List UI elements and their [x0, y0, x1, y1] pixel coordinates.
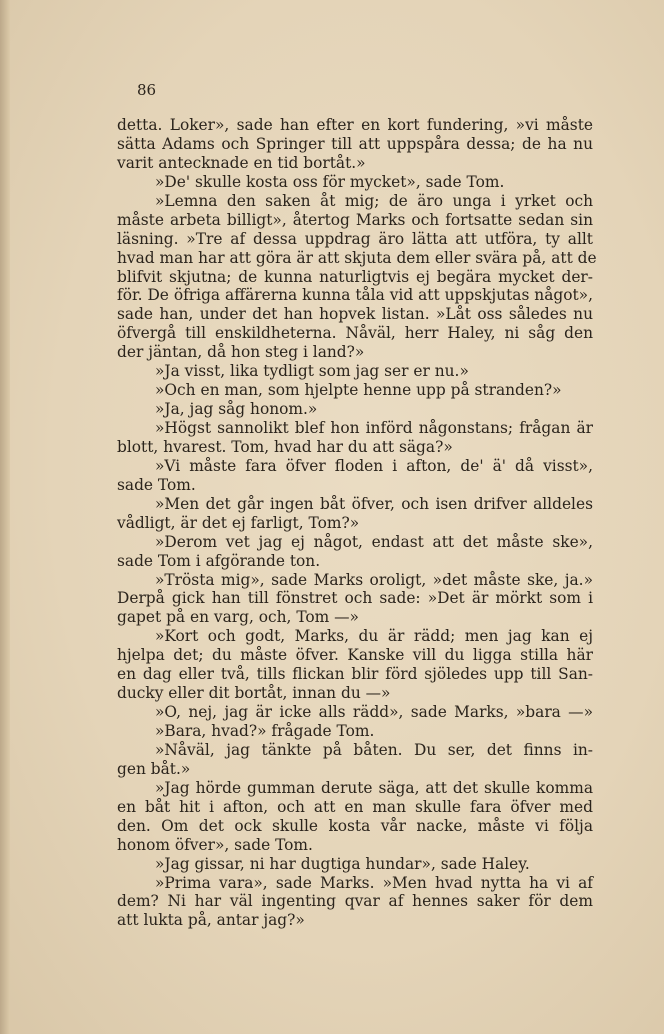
text-line: »Jag gissar, ni har dugtiga hundar», sade Haley.: [155, 854, 530, 873]
text-line: måste arbeta billigt», återtog Marks och fortsatte sedan sin: [117, 210, 593, 229]
text-line: blifvit skjutna; de kunna naturligtvis ej begära mycket der-: [117, 267, 593, 286]
text-line: »Ja visst, lika tydligt som jag ser er nu.»: [155, 362, 469, 381]
text-line: »Kort och godt, Marks, du är rädd; men jag kan ej: [155, 627, 593, 646]
text-line: »Högst sannolikt blef hon införd någonstans; frågan är: [155, 419, 593, 437]
text-line: detta. Loker», sade han efter en kort fundering, »vi måste: [117, 116, 593, 134]
text-line: dem? Ni har väl ingenting qvar af hennes saker för dem: [117, 892, 593, 911]
text-line: läsning. »Tre af dessa uppdrag äro lätta att utföra, ty allt: [117, 229, 593, 248]
text-line: sade Tom.: [117, 475, 196, 494]
text-line: sade han, under det han hopvek listan. »Låt oss således nu: [117, 305, 593, 324]
text-line: »Vi måste fara öfver floden i afton, de' ä' då visst»,: [155, 456, 593, 475]
text-line: »Trösta mig», sade Marks oroligt, »det måste ske, ja.»: [155, 570, 593, 589]
text-line: sätta Adams och Springer till att uppspåra dessa; de ha nu: [117, 134, 593, 153]
text-line: der jäntan, då hon steg i land?»: [117, 343, 365, 362]
body-text: [117, 116, 597, 930]
text-line: en dag eller två, tills flickan blir förd sjöledes upp till San-: [117, 665, 593, 684]
text-line: för. De öfriga affärerna kunna tåla vid att uppskjutas något»,: [117, 286, 593, 305]
text-line: honom öfver», sade Tom.: [117, 835, 313, 854]
text-line: »Lemna den saken åt mig; de äro unga i yrket och: [155, 191, 593, 210]
text-line: »Prima vara», sade Marks. »Men hvad nytta ha vi af: [155, 873, 593, 892]
text-line: »Jag hörde gumman derute säga, att det skulle komma: [155, 778, 593, 797]
text-line: ducky eller dit bortåt, innan du —»: [117, 684, 391, 703]
text-line: varit antecknade en tid bortåt.»: [117, 153, 366, 172]
text-line: vådligt, är det ej farligt, Tom?»: [117, 513, 360, 532]
text-line: »Nåväl, jag tänkte på båten. Du ser, det finns in-: [155, 740, 593, 759]
text-line: en båt hit i afton, och att en man skulle fara öfver med: [117, 797, 593, 816]
page-number: 86: [137, 81, 157, 99]
text-line: att lukta på, antar jag?»: [117, 911, 305, 930]
text-line: hvad man har att göra är att skjuta dem eller svära på, att de: [117, 248, 597, 267]
text-line: »Bara, hvad?» frågade Tom.: [155, 722, 375, 740]
text-line: »De' skulle kosta oss för mycket», sade Tom.: [155, 172, 505, 191]
page-binding-edge: [0, 0, 10, 1034]
text-line: »Men det går ingen båt öfver, och isen drifver alldeles: [155, 494, 593, 513]
text-line: öfvergå till enskildheterna. Nåväl, herr Haley, ni såg den: [117, 324, 593, 343]
text-line: »O, nej, jag är icke alls rädd», sade Marks, »bara —»: [155, 703, 593, 722]
text-line: gapet på en varg, och, Tom —»: [117, 608, 359, 627]
text-line: »Ja, jag såg honom.»: [155, 400, 318, 419]
text-line: hjelpa det; du måste öfver. Kanske vill du ligga stilla här: [117, 646, 593, 665]
text-line: »Derom vet jag ej något, endast att det måste ske»,: [155, 532, 593, 551]
text-line: gen båt.»: [117, 759, 191, 778]
text-line: blott, hvarest. Tom, hvad har du att säga?»: [117, 437, 453, 456]
text-line: Derpå gick han till fönstret och sade: »Det är mörkt som i: [117, 589, 593, 608]
text-line: den. Om det ock skulle kosta vår nacke, måste vi följa: [117, 816, 593, 835]
text-line: »Och en man, som hjelpte henne upp på stranden?»: [155, 381, 562, 400]
text-line: sade Tom i afgörande ton.: [117, 551, 321, 570]
